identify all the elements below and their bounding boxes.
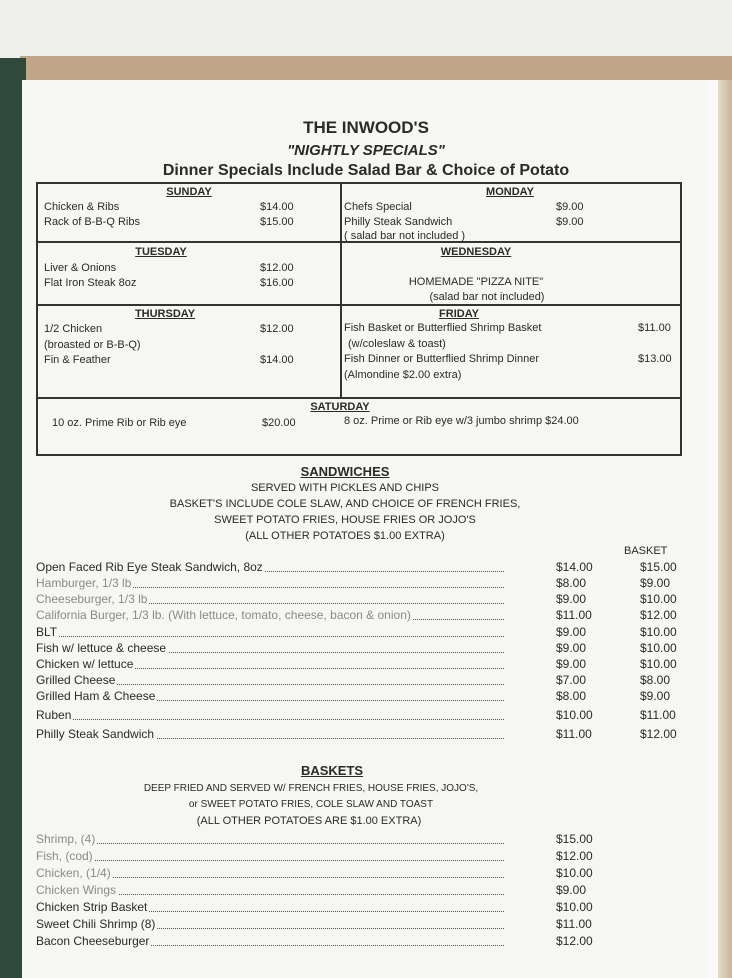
menu-item-row <box>36 727 686 743</box>
menu-item-name: Chicken, (1/4) <box>36 866 111 880</box>
menu-item-price: $7.00 <box>556 673 587 687</box>
menu-item-name: Chicken Wings <box>36 883 117 897</box>
special-item-price: $13.00 <box>638 353 672 365</box>
specials-note: Dinner Specials Include Salad Bar & Choice of Potato <box>162 162 570 179</box>
menu-item-price: $9.00 <box>556 657 587 671</box>
dot-leader <box>36 843 504 844</box>
menu-item-basket-price: $9.00 <box>640 576 671 590</box>
menu-item-name: Grilled Ham & Cheese <box>36 689 156 703</box>
special-item-price: $14.00 <box>260 201 294 213</box>
menu-item-name: Fish, (cod) <box>36 849 93 863</box>
menu-item-name: Shrimp, (4) <box>36 832 96 846</box>
glare-overlay <box>700 80 732 978</box>
special-item-price: $12.00 <box>260 262 294 274</box>
special-item-name: Philly Steak Sandwich <box>344 216 453 228</box>
special-item-name: Liver & Onions <box>44 262 117 274</box>
menu-item-price: $10.00 <box>556 708 593 722</box>
menu-item-name: California Burger, 1/3 lb. (With lettuce, tomato, cheese, bacon & onion) <box>36 608 411 622</box>
menu-item-row <box>36 900 686 916</box>
sandwiches-desc: (ALL OTHER POTATOES $1.00 EXTRA) <box>245 530 445 542</box>
special-note: (salad bar not included) <box>429 291 545 303</box>
dot-leader <box>36 719 504 720</box>
dot-leader <box>36 636 504 637</box>
sandwiches-desc: SERVED WITH PICKLES AND CHIPS <box>250 482 440 494</box>
sandwiches-desc: SWEET POTATO FRIES, HOUSE FRIES OR JOJO'S <box>214 514 476 526</box>
menu-item-name: BLT <box>36 625 58 639</box>
special-item-name: Chefs Special <box>344 201 412 213</box>
day-wednesday: WEDNESDAY <box>440 246 512 258</box>
menu-item-basket-price: $10.00 <box>640 641 677 655</box>
menu-item-row <box>36 560 686 576</box>
menu-item-price: $10.00 <box>556 900 593 914</box>
menu-item-price: $9.00 <box>556 592 587 606</box>
menu-item-basket-price: $9.00 <box>640 689 671 703</box>
menu-item-basket-price: $11.00 <box>640 708 676 722</box>
menu-item-row <box>36 866 686 882</box>
menu-item-name: Bacon Cheeseburger <box>36 934 150 948</box>
special-item-name: Chicken & Ribs <box>44 201 120 213</box>
menu-item-name: Open Faced Rib Eye Steak Sandwich, 8oz <box>36 560 263 574</box>
grid-divider-h3 <box>38 397 680 399</box>
special-item-price: $20.00 <box>262 417 296 429</box>
baskets-heading: BASKETS <box>300 763 364 778</box>
grid-divider-h2 <box>38 304 680 306</box>
special-item-price: $16.00 <box>260 277 294 289</box>
menu-item-price: $14.00 <box>556 560 593 574</box>
special-item-price: $9.00 <box>556 201 584 213</box>
menu-item-row <box>36 657 686 673</box>
menu-item-name: Philly Steak Sandwich <box>36 727 155 741</box>
menu-item-name: Fish w/ lettuce & cheese <box>36 641 167 655</box>
menu-item-price: $12.00 <box>556 849 593 863</box>
menu-item-price: $10.00 <box>556 866 593 880</box>
special-item-name: Fin & Feather <box>44 354 111 366</box>
menu-item-basket-price: $15.00 <box>640 560 677 574</box>
day-saturday: SATURDAY <box>310 401 370 413</box>
special-item-price: $15.00 <box>260 216 294 228</box>
special-item-name: 1/2 Chicken <box>44 323 103 335</box>
special-item-detail: (broasted or B-B-Q) <box>44 339 141 351</box>
dot-leader <box>36 860 504 861</box>
menu-subtitle: "NIGHTLY SPECIALS" <box>287 142 445 159</box>
menu-item-row <box>36 934 686 950</box>
menu-item-price: $8.00 <box>556 576 587 590</box>
special-item-price: $11.00 <box>638 322 671 334</box>
special-item-name: Rack of B-B-Q Ribs <box>44 216 140 228</box>
menu-item-price: $9.00 <box>556 883 587 897</box>
background-wall <box>0 0 732 60</box>
menu-item-name: Sweet Chili Shrimp (8) <box>36 917 156 931</box>
menu-item-row <box>36 883 686 899</box>
day-tuesday: TUESDAY <box>135 246 187 258</box>
sandwiches-desc: BASKET'S INCLUDE COLE SLAW, AND CHOICE OF FRENCH FRIES, <box>169 498 521 510</box>
special-note: ( salad bar not included ) <box>344 230 466 242</box>
menu-item-basket-price: $10.00 <box>640 592 677 606</box>
day-friday: FRIDAY <box>439 308 479 320</box>
menu-item-row <box>36 576 686 592</box>
basket-column-label: BASKET <box>624 545 668 557</box>
special-item-name: HOMEMADE "PIZZA NITE" <box>408 276 544 288</box>
baskets-desc: (ALL OTHER POTATOES ARE $1.00 EXTRA) <box>196 815 422 827</box>
menu-item-row <box>36 832 686 848</box>
menu-item-basket-price: $12.00 <box>640 608 677 622</box>
menu-item-price: $15.00 <box>556 832 593 846</box>
special-item-name: Flat Iron Steak 8oz <box>44 277 137 289</box>
menu-item-name: Grilled Cheese <box>36 673 116 687</box>
menu-item-price: $11.00 <box>556 608 592 622</box>
menu-item-row <box>36 608 686 624</box>
menu-item-basket-price: $10.00 <box>640 625 677 639</box>
menu-item-row <box>36 592 686 608</box>
menu-item-price: $8.00 <box>556 689 587 703</box>
menu-item-price: $12.00 <box>556 934 593 948</box>
menu-item-basket-price: $10.00 <box>640 657 677 671</box>
menu-item-name: Chicken w/ lettuce <box>36 657 134 671</box>
menu-item-row <box>36 625 686 641</box>
special-item-detail: (w/coleslaw & toast) <box>348 338 446 350</box>
menu-item-basket-price: $8.00 <box>640 673 671 687</box>
menu-item-name: Hamburger, 1/3 lb <box>36 576 132 590</box>
menu-item-price: $9.00 <box>556 641 587 655</box>
menu-item-price: $9.00 <box>556 625 587 639</box>
special-item-name: 8 oz. Prime or Rib eye w/3 jumbo shrimp $24.00 <box>344 415 579 427</box>
menu-item-price: $11.00 <box>556 727 592 741</box>
menu-item-basket-price: $12.00 <box>640 727 677 741</box>
menu-item-row <box>36 849 686 865</box>
day-monday: MONDAY <box>486 186 534 198</box>
special-item-name: Fish Basket or Butterflied Shrimp Basket <box>344 322 542 334</box>
menu-item-name: Cheeseburger, 1/3 lb <box>36 592 148 606</box>
menu-item-row <box>36 641 686 657</box>
special-item-price: $12.00 <box>260 323 294 335</box>
menu-item-row <box>36 689 686 705</box>
special-item-price: $14.00 <box>260 354 294 366</box>
menu-item-row <box>36 673 686 689</box>
special-item-name: 10 oz. Prime Rib or Rib eye <box>52 417 187 429</box>
special-item-name: Fish Dinner or Butterflied Shrimp Dinner <box>344 353 540 365</box>
day-thursday: THURSDAY <box>134 308 196 320</box>
sandwiches-heading: SANDWICHES <box>300 464 390 479</box>
special-item-detail: (Almondine $2.00 extra) <box>344 369 462 381</box>
menu-item-price: $11.00 <box>556 917 592 931</box>
baskets-desc: DEEP FRIED AND SERVED W/ FRENCH FRIES, HOUSE FRIES, JOJO'S, <box>143 783 479 794</box>
menu-item-name: Chicken Strip Basket <box>36 900 148 914</box>
menu-item-row <box>36 708 686 724</box>
menu-item-row <box>36 917 686 933</box>
special-item-price: $9.00 <box>556 216 584 228</box>
day-sunday: SUNDAY <box>166 186 212 198</box>
baskets-desc: or SWEET POTATO FRIES, COLE SLAW AND TOAST <box>188 799 434 810</box>
menu-item-name: Ruben <box>36 708 72 722</box>
menu-title: THE INWOOD'S <box>303 118 429 137</box>
